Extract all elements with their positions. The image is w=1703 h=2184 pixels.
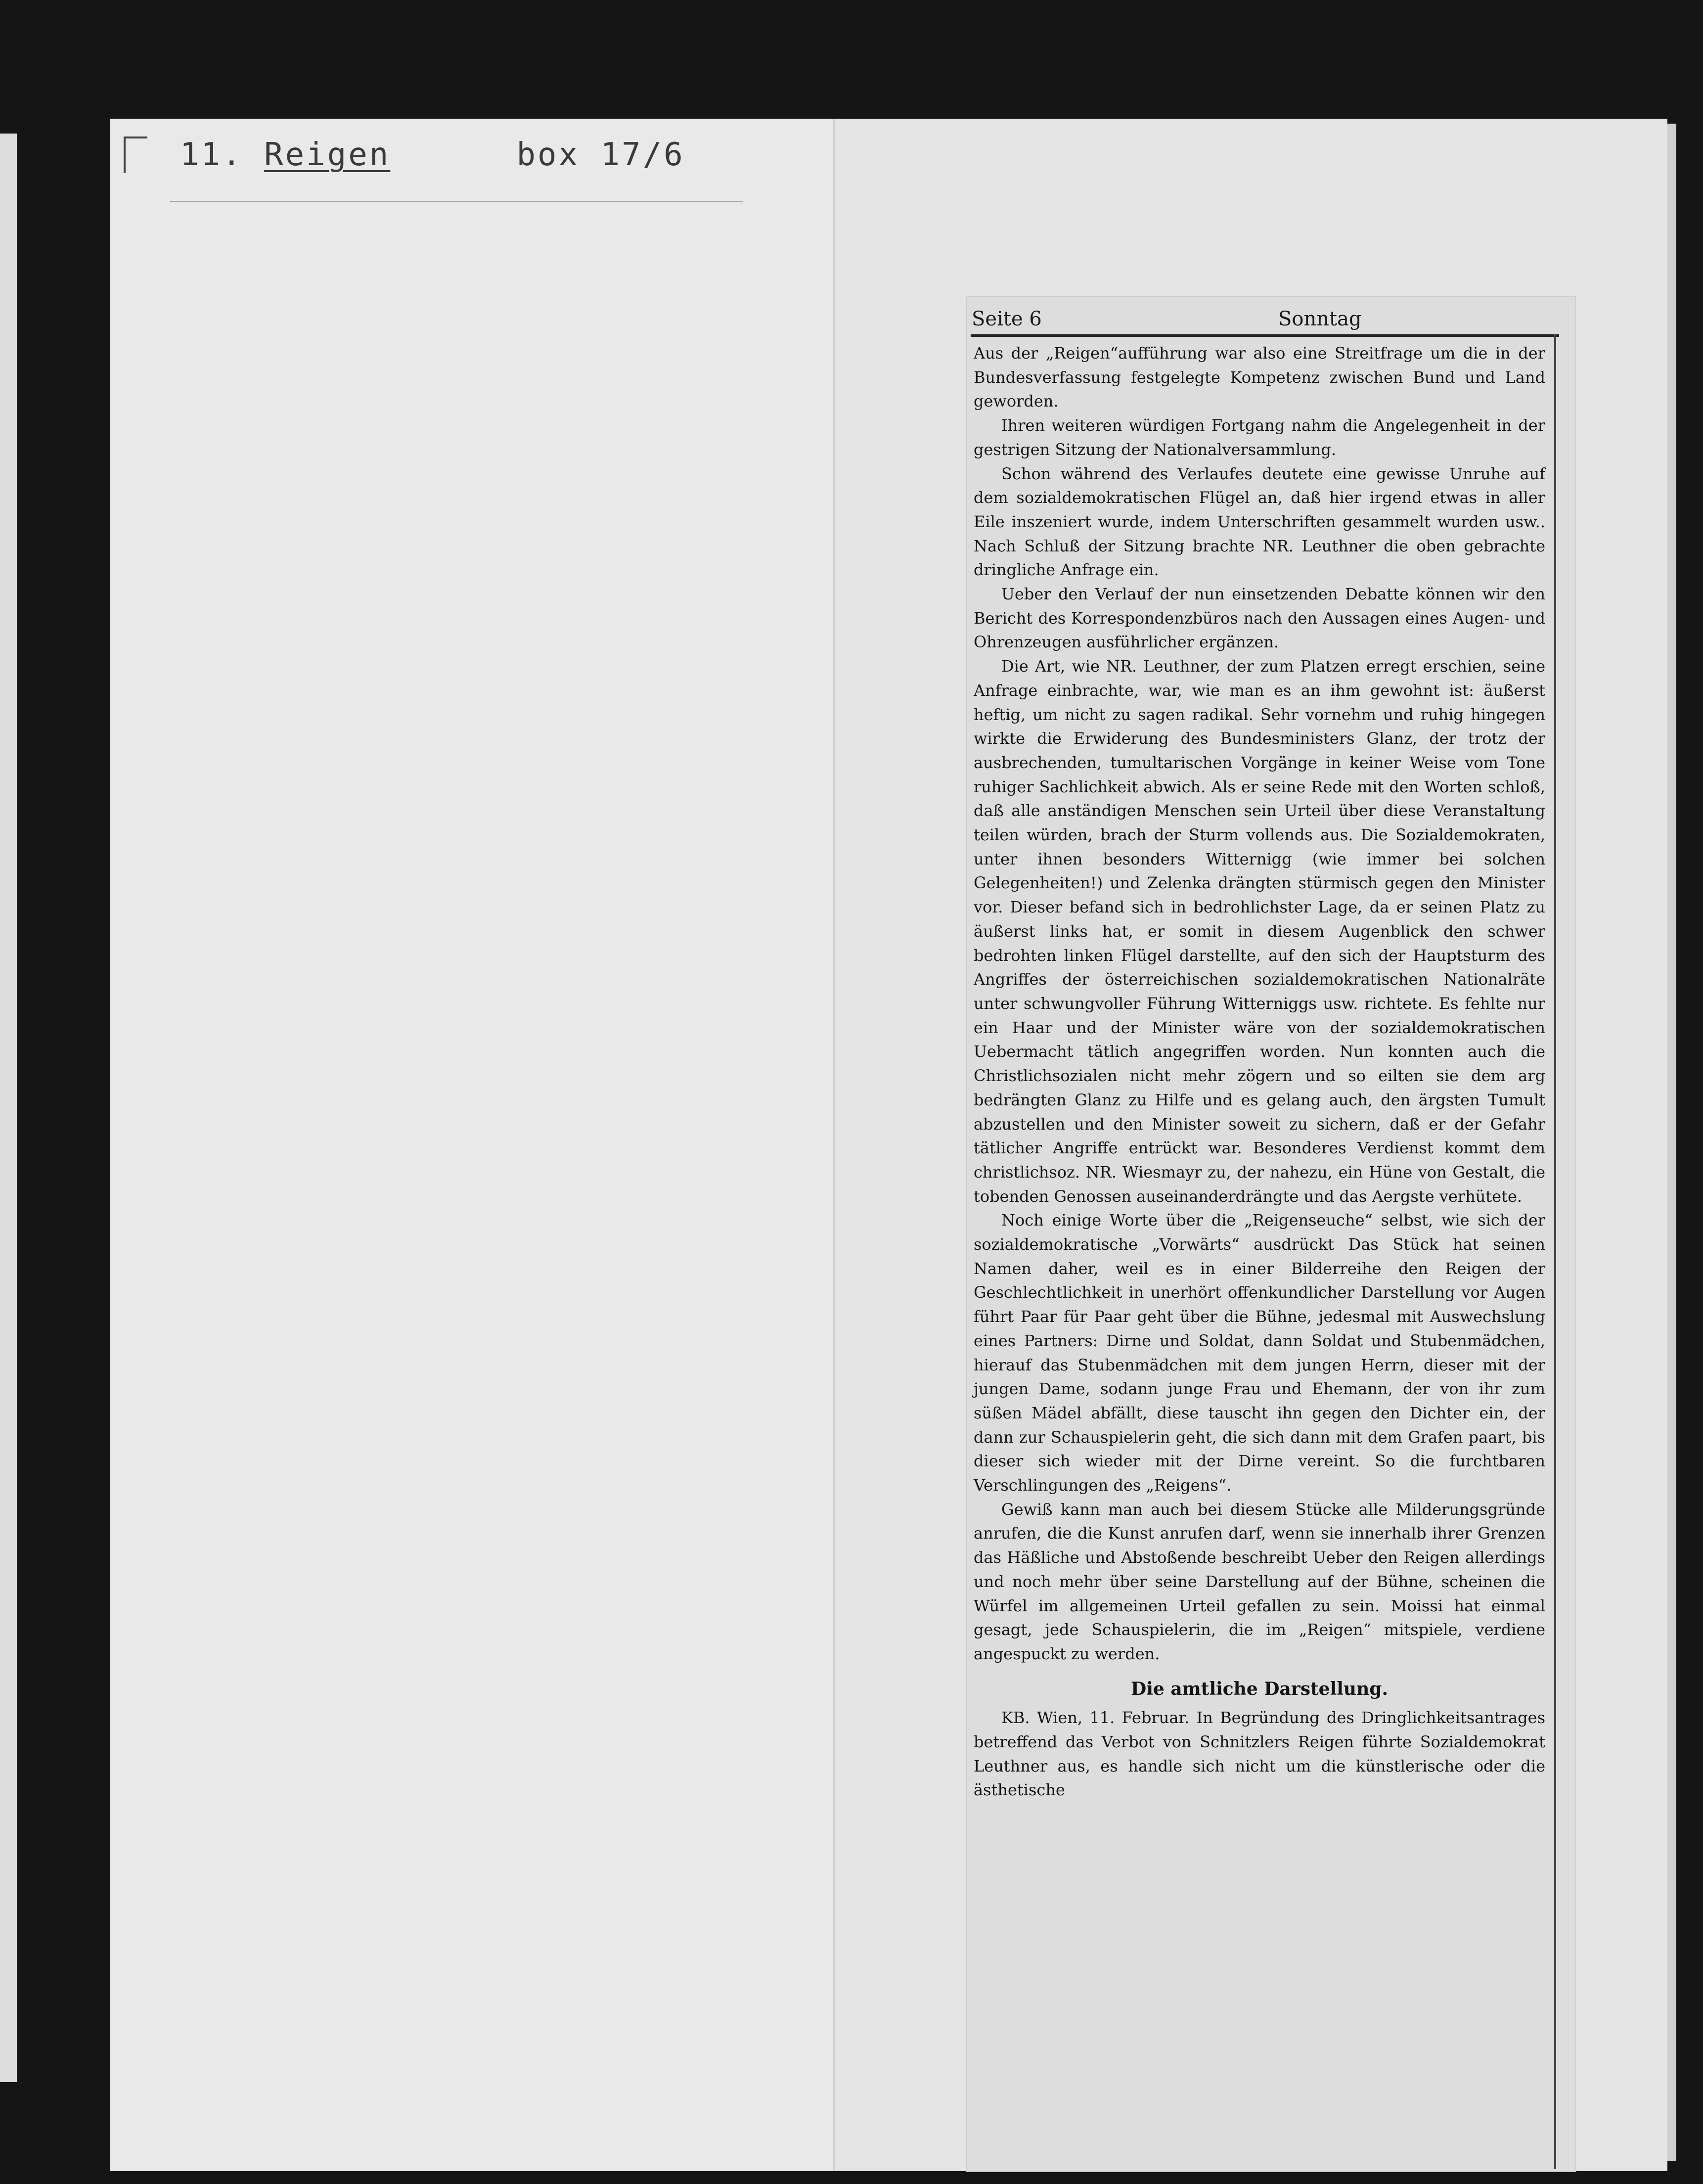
label-box: box 17/6	[516, 136, 685, 173]
label-underline-rule	[170, 201, 743, 202]
newspaper-clipping	[967, 297, 1575, 2171]
article-paragraph: Ihren weiteren würdigen Fortgang nahm die Angelegenheit in der gestrigen Sitzung der Nationalversammlung.	[974, 416, 1545, 459]
weekday: Sonntag	[1278, 308, 1362, 330]
article-paragraph: Schon während des Verlaufes deutete eine gewisse Unruhe auf dem sozialdemokratischen Flügel an, daß hier irgend etwas in aller Eile inszeniert wurde, indem Unterschriften gesammelt wurden usw.. Nach Schluß der Sitzung brachte NR. Leuthner die oben gebrachte dringliche Anfrage ein.	[974, 464, 1545, 580]
section-heading: Die amtliche Darstellung.	[1131, 1678, 1388, 1699]
sheet-fold-line	[833, 119, 835, 2171]
label-title: Reigen	[264, 136, 391, 173]
archive-label	[180, 136, 685, 173]
archive-sheet-left	[110, 119, 834, 2171]
label-number: 11.	[180, 136, 243, 173]
page-number: Seite 6	[972, 308, 1042, 330]
corner-bracket-mark	[124, 136, 147, 173]
article-body	[974, 341, 1545, 1802]
adjacent-page-edge	[0, 134, 17, 2082]
sheet-right-edge	[1667, 124, 1676, 2161]
article-paragraph: KB. Wien, 11. Februar. In Begründung des Dringlichkeitsantrages betreffend das Verbot von Schnitzlers Reigen führte Sozialdemokrat Leuthner aus, es handle sich nicht um die künstlerische oder die ästhetische	[974, 1708, 1545, 1800]
article-paragraph: Gewiß kann man auch bei diesem Stücke alle Milderungsgründe anrufen, die die Kunst anrufen darf, wenn sie innerhalb ihrer Grenzen das Häßliche und Abstoßende beschreibt Ueber den Reigen allerdings und noch mehr über seine Darstellung auf der Bühne, scheinen die Würfel im allgemeinen Urteil gefallen zu sein. Moissi hat einmal gesagt, jede Schauspielerin, die im „Reigen“ mitspiele, verdiene angespuckt zu werden.	[974, 1500, 1545, 1663]
header-rule	[971, 334, 1559, 337]
article-paragraph: Die Art, wie NR. Leuthner, der zum Platzen erregt erschien, seine Anfrage einbrachte, war, wie man es an ihm gewohnt ist: äußerst heftig, um nicht zu sagen radikal. Sehr vornehm und ruhig hingegen wirkte die Erwiderung des Bundesministers Glanz, der trotz der ausbrechenden, tumultarischen Vorgänge in keiner Weise vom Tone ruhiger Sachlichkeit abwich. Als er seine Rede mit den Worten schloß, daß alle anständigen Menschen sein Urteil über diese Veranstaltung teilen würden, brach der Sturm vollends aus. Die Sozialdemokraten, unter ihnen besonders Witternigg (wie immer bei solchen Gelegenheiten!) und Zelenka drängten stürmisch gegen den Minister vor. Dieser befand sich in bedrohlichster Lage, da er seinen Platz zu äußerst links hat, er somit in diesem Augenblick den schwer bedrohten linken Flügel darstellte, auf den sich der Hauptsturm des Angriffes der österreichischen sozialdemokratischen Nationalräte unter schwungvoller Führung Witterniggs usw. richtete. Es fehlte nur ein Haar und der Minister wäre von der sozialdemokratischen Uebermacht tätlich angegriffen worden. Nun konnten auch die Christlichsozialen nicht mehr zögern und so eilten sie dem arg bedrängten Glanz zu Hilfe und es gelang auch, den ärgsten Tumult abzustellen und den Minister soweit zu sichern, daß er der Gefahr tätlicher Angriffe entrückt war. Besonderes Verdienst kommt dem christlichsoz. NR. Wiesmayr zu, der nahezu, ein Hüne von Gestalt, die tobenden Genossen auseinanderdrängte und das Aergste verhütete.	[974, 657, 1545, 1206]
article-paragraph: Aus der „Reigen“aufführung war also eine Streitfrage um die in der Bundesverfassung festgelegte Kompetenz zwischen Bund und Land geworden.	[974, 344, 1545, 411]
article-paragraph: Noch einige Worte über die „Reigenseuche“ selbst, wie sich der sozialdemokratische „Vorwärts“ ausdrückt Das Stück hat seinen Namen daher, weil es in einer Bilderreihe den Reigen der Geschlechtlichkeit in unerhört offenkundlicher Darstellung vor Augen führt Paar für Paar geht über die Bühne, jedesmal mit Auswechslung eines Partners: Dirne und Soldat, dann Soldat und Stubenmädchen, hierauf das Stubenmädchen mit dem jungen Herrn, dieser mit der jungen Dame, sodann junge Frau und Ehemann, der von ihr zum süßen Mädel abfällt, diese tauscht ihn gegen den Dichter ein, der dann zur Schauspielerin geht, die sich dann mit dem Grafen paart, bis dieser sich wieder mit der Dirne vereint. So die furchtbaren Verschlingungen des „Reigens“.	[974, 1211, 1545, 1495]
column-rule	[1554, 334, 1556, 2169]
clipping-header	[972, 304, 1555, 333]
article-paragraph: Ueber den Verlauf der nun einsetzenden Debatte können wir den Bericht des Korrespondenzbüros nach den Aussagen eines Augen- und Ohrenzeugen ausführlicher ergänzen.	[974, 585, 1545, 652]
